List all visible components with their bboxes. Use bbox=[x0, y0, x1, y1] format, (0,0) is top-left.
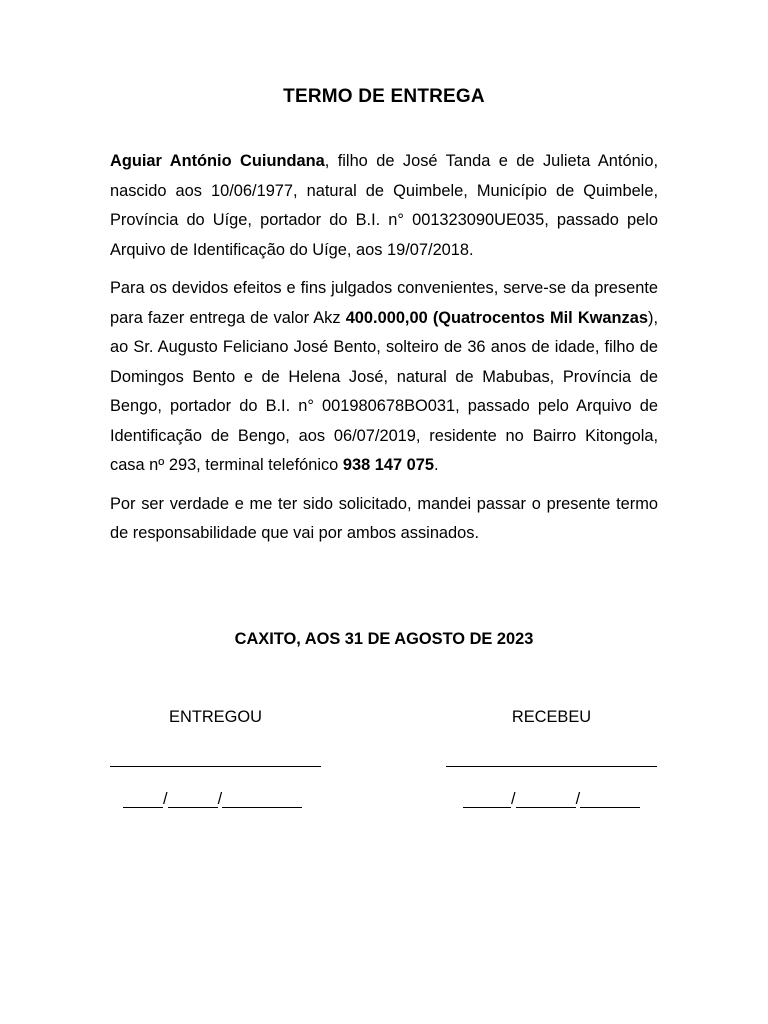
document-body bbox=[110, 147, 658, 558]
date-blank-month bbox=[516, 789, 576, 808]
phone-number: 938 147 075 bbox=[342, 456, 435, 474]
date-blank-month bbox=[168, 789, 218, 808]
date-separator: / bbox=[217, 790, 223, 808]
grantor-name: Aguiar António Cuiundana bbox=[110, 152, 325, 170]
signature-line-received bbox=[446, 766, 657, 767]
delivery-amount: 400.000,00 (Quatrocentos Mil Kwanzas bbox=[345, 308, 648, 327]
paragraph-closing: Por ser verdade e me ter sido solicitado, mandei passar o presente termo de responsabilidade que vai por ambos assinados. bbox=[110, 494, 658, 542]
paragraph-identification bbox=[110, 147, 658, 265]
signature-label-delivered: ENTREGOU bbox=[169, 708, 262, 726]
date-blank-day bbox=[123, 789, 163, 808]
paragraph-delivery bbox=[110, 274, 658, 481]
paragraph-delivery-text-a: Para os devidos efeitos e fins julgados convenientes, serve-se da presente para fazer entrega de valor Akz bbox=[110, 279, 658, 327]
date-blank-received bbox=[463, 788, 640, 808]
date-separator: / bbox=[511, 790, 516, 808]
paragraph-delivery-text-b: ), ao Sr. Augusto Feliciano José Bento, solteiro de 36 anos de idade, filho de Domingos Bento e de Helena José, natural de Mabubas, Província de Bengo, portador do B.I. n° 001980678BO031, passado pelo Arquivo de Identificação de Bengo, aos 06/07/2019, residente no Bairro Kitongola, casa nº 293, terminal telefónico bbox=[110, 308, 658, 474]
place-and-date: CAXITO, AOS 31 DE AGOSTO DE 2023 bbox=[234, 630, 534, 648]
date-blank-year bbox=[580, 789, 640, 808]
date-separator: / bbox=[575, 790, 581, 808]
paragraph-identification-text: , filho de José Tanda e de Julieta António, nascido aos 10/06/1977, natural de Quimbele, Município de Quimbele, Província do Uíge, portador do B.I. n° 001323090UE035, passado pelo Arquivo de Identificação do Uíge, aos 19/07/2018. bbox=[110, 152, 658, 259]
date-blank-day bbox=[463, 789, 511, 808]
document-title: TERMO DE ENTREGA bbox=[283, 86, 485, 107]
date-separator: / bbox=[163, 790, 168, 808]
date-blank-delivered bbox=[123, 788, 302, 808]
date-blank-year bbox=[222, 789, 302, 808]
paragraph-delivery-text-c: . bbox=[434, 456, 439, 474]
signature-line-delivered bbox=[110, 766, 321, 767]
signature-label-received: RECEBEU bbox=[511, 708, 592, 726]
